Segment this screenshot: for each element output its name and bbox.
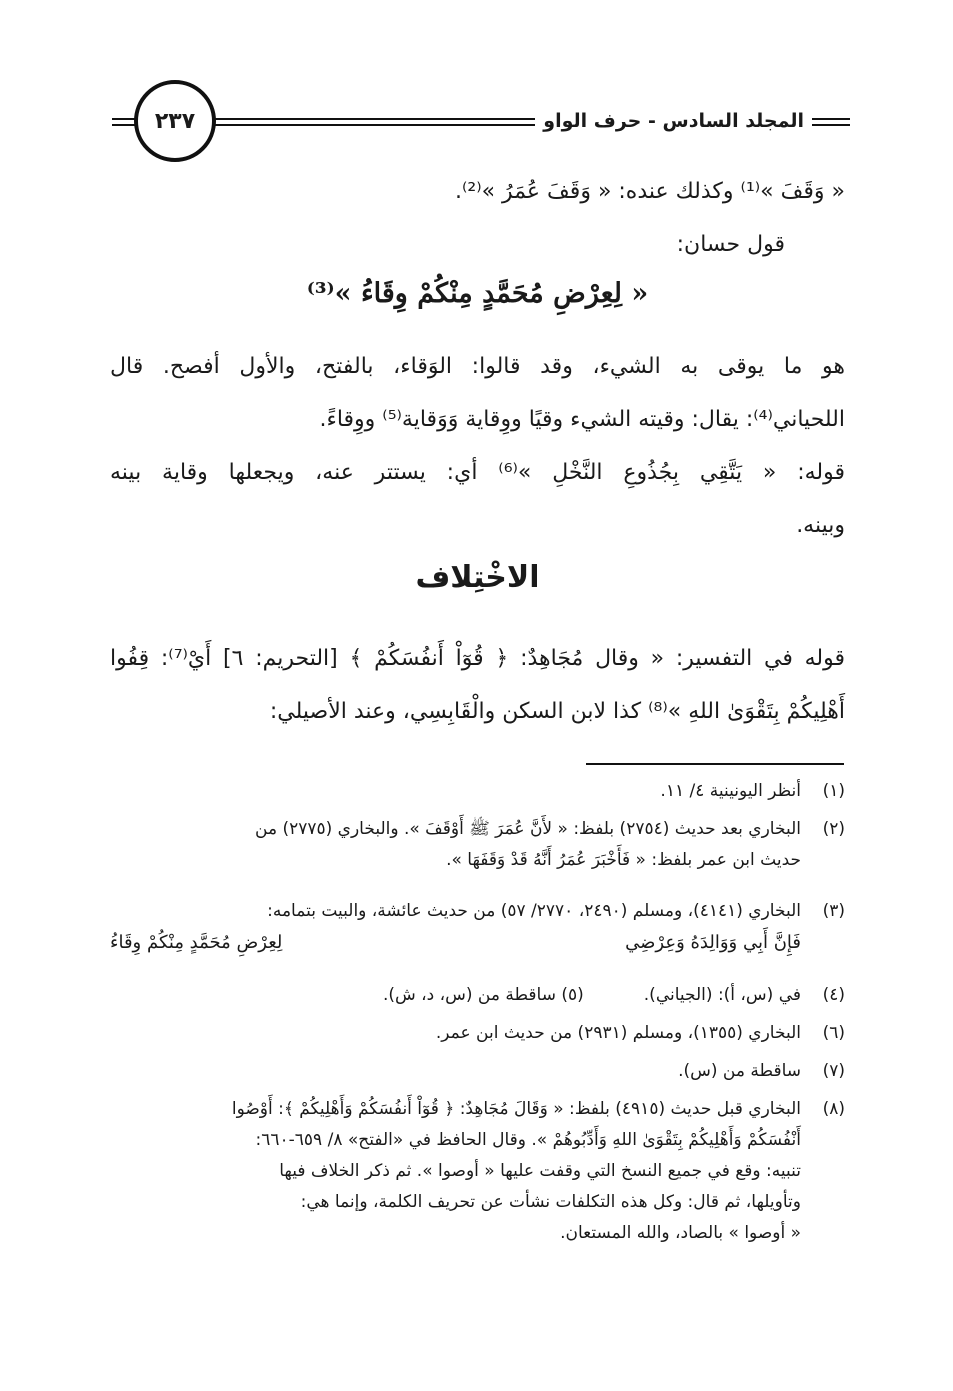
poem-hemistich-second: لِعِرْضِ مُحَمَّدٍ مِنْكُمْ وِقَاءُ (110, 932, 283, 953)
footnote-number: (٤) (822, 985, 845, 1005)
footnote-divider (586, 763, 844, 765)
paragraph-1-line-1: هو ما يوقى به الشيء، وقد قالوا: الوَقاء، بالفتح، والأول أفصح. قال (110, 354, 845, 379)
verse-line: « لِعِرْضِ مُحَمَّدٍ مِنْكُمْ وِقَاءُ »⁽³⁾ (306, 278, 649, 309)
footnote-number: (١) (822, 781, 845, 801)
body-line-1: « وَقَفَ »⁽¹⁾ وكذلك عنده: « وَقَفَ عُمَرُ »⁽²⁾. (454, 179, 845, 204)
paragraph-1-line-2: اللحياني⁽⁴⁾: يقال: وقيته الشيء وقيًا ووِقاية وَوَقاية⁽⁵⁾ ووِقاءً. (319, 407, 845, 432)
page-number: ٢٣٧ (134, 80, 216, 162)
footnote-text: ساقطة من (س، د، ش). (382, 985, 556, 1005)
footnote-4-5 (110, 980, 845, 1011)
section-line-2: أَهْلِيكُمْ بِتَقْوَىٰ اللهِ »⁽⁸⁾ كذا لابن السكن والْقَابِسِي، وعند الأصيلي: (269, 699, 845, 724)
body-line-2: قول حسان: (676, 232, 785, 257)
footnote-1 (110, 776, 845, 807)
footnote-number: (٥) (561, 985, 584, 1005)
footnote-text-line: حديث ابن عمر بلفظ: « فَأَخْبَرَ عُمَرُ أَنَّهُ قَدْ وَقَفَهَا ». (446, 850, 801, 870)
footnote-3 (110, 896, 845, 958)
footnote-text-line: وتأويلها، ثم قال: وكل هذه التكلفات نشأت عن تحريف الكلمة، وإنما هي: (300, 1192, 801, 1212)
footnote-text-line: البخاري قبل حديث (٤٩١٥) بلفظ: « وَقَالَ مُجَاهِدٌ: ﴿ قُوٓاْ أَنفُسَكُمْ وَأَهْلِيكُمْ ﴾: أَوْصُوا (231, 1099, 801, 1119)
paragraph-2-line-1: قوله: « يَتَّقِي بِجُذُوعِ النَّخْلِ »⁽⁶⁾ أي: يستتر عنه، ويجعلها وقاية بينه (110, 460, 846, 485)
footnote-number: (٧) (822, 1061, 845, 1081)
running-title: المجلد السادس - حرف الواو (535, 110, 812, 132)
footnote-text: أنظر اليونينية ٤/ ١١. (660, 781, 801, 801)
footnote-text-line: البخاري بعد حديث (٢٧٥٤) بلفظ: « لأَنَّ عُمَرَ ﷺ أَوْقَفَ ». والبخاري (٢٧٧٥) من (255, 819, 801, 839)
footnote-text: البخاري (١٣٥٥)، ومسلم (٢٩٣١) من حديث ابن عمر. (435, 1023, 801, 1043)
poem-verse (110, 927, 801, 958)
footnote-text-line: البخاري (٤١٤١)، ومسلم (٢٤٩٠، ٢٧٧٠/ ٥٧) من حديث عائشة، والبيت بتمامه: (267, 901, 801, 921)
section-heading: الاخْتِلاف (415, 560, 540, 595)
paragraph-2-line-2: وبينه. (796, 513, 845, 538)
footnote-7 (110, 1056, 845, 1087)
footnote-text: في (س، أ): (الجياني). (643, 985, 801, 1005)
footnote-2 (110, 814, 845, 876)
footnote-6 (110, 1018, 845, 1049)
footnote-number: (٣) (822, 901, 845, 921)
footnote-text-line: « أوصوا » بالصاد، والله المستعان. (560, 1223, 801, 1243)
section-line-1: قوله في التفسير: « وقال مُجَاهِدٌ: ﴿ قُوٓاْ أَنفُسَكُمْ ﴾ [التحريم: ٦] أَيْ⁽⁷⁾: قِفُوا (110, 646, 845, 671)
footnote-8 (110, 1094, 845, 1249)
poem-hemistich-first: فَإِنَّ أَبِي وَوَالِدَهُ وَعِرْضِي (625, 932, 801, 953)
footnote-number: (٨) (822, 1099, 845, 1119)
footnote-number: (٢) (822, 819, 845, 839)
footnote-text-line: أَنْفُسَكُمْ وَأَهْلِيكُمْ بِتَقْوَىٰ اللهِ وَأَدِّبُوهُمْ ». وقال الحافظ في «الفتح» ٨/ ٦٥٩-٦٦٠: (255, 1130, 801, 1150)
footnote-number: (٦) (822, 1023, 845, 1043)
footnote-text-line: تنبيه: وقع في جميع النسخ التي وقفت عليها « أوصوا ». ثم ذكر الخلاف فيها (279, 1161, 801, 1181)
footnote-text: ساقطة من (س). (678, 1061, 801, 1081)
